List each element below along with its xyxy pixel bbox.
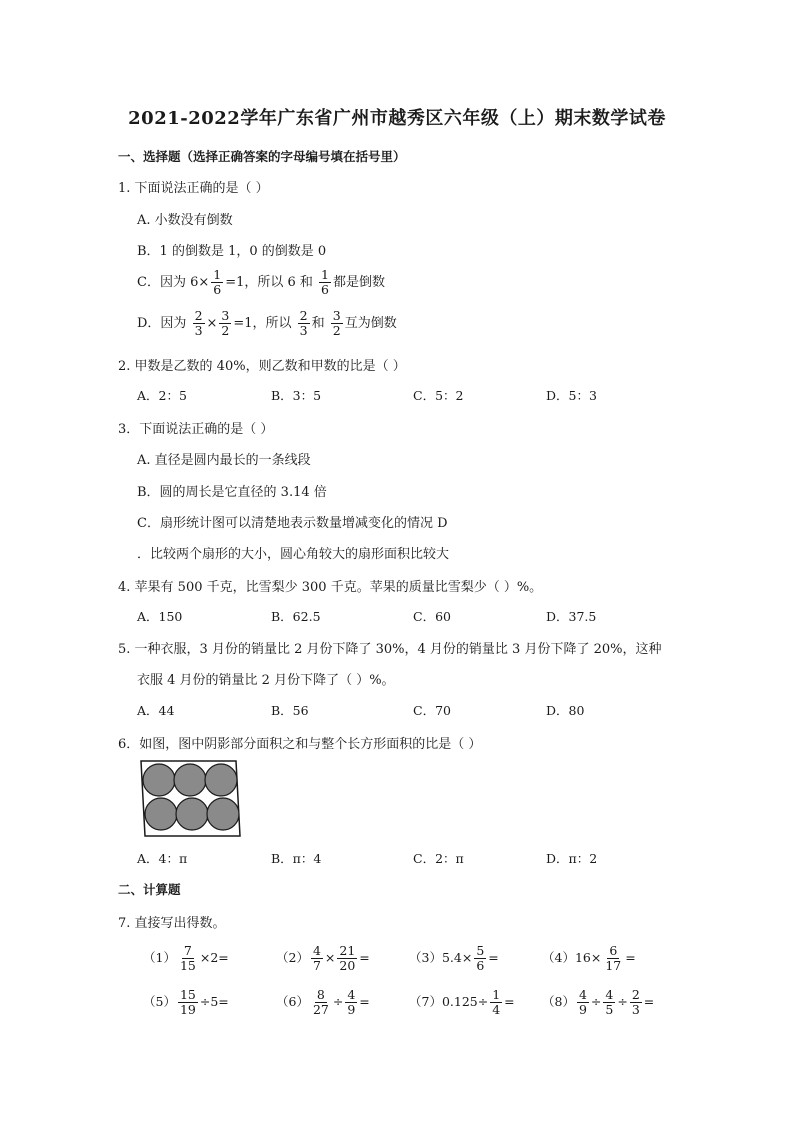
fraction: $\frac{1}{6}$ xyxy=(213,267,222,297)
fraction: $\frac{2}{3}$ xyxy=(631,987,640,1017)
fraction: $\frac{3}{2}$ xyxy=(332,308,341,338)
calc-item-7 xyxy=(409,988,515,1017)
question-1-option-a: A. 小数没有倒数 xyxy=(137,213,233,228)
question-5-options xyxy=(137,701,677,719)
question-3-option-d: ．比较两个扇形的大小，圆心角较大的扇形面积比较大 xyxy=(137,547,450,562)
calc-item-label: （7） xyxy=(409,994,442,1009)
option-b: B．56 xyxy=(271,703,309,718)
question-3-option-a: A. 直径是圆内最长的一条线段 xyxy=(137,453,311,468)
option-a: A．2：5 xyxy=(137,388,187,403)
question-3-option-b: B．圆的周长是它直径的 3.14 倍 xyxy=(137,485,327,500)
fraction: $\frac{4}{7}$ xyxy=(312,943,321,973)
shaded-circle xyxy=(143,764,175,796)
shaded-circle xyxy=(174,764,206,796)
calc-text: = xyxy=(625,950,636,965)
option-b: B．3：5 xyxy=(271,388,322,403)
option-d: D．80 xyxy=(546,703,585,718)
calc-item-label: （1） xyxy=(143,950,176,965)
shaded-circle xyxy=(205,764,237,796)
fraction: $\frac{4}{5}$ xyxy=(605,987,614,1017)
fraction: $\frac{1}{6}$ xyxy=(321,267,329,297)
calc-item-label: （6） xyxy=(276,994,309,1009)
section-heading-choice: 一、选择题（选择正确答案的字母编号填在括号里） xyxy=(118,149,406,164)
calc-item-2 xyxy=(276,944,370,973)
page-title: 2021-2022学年广东省广州市越秀区六年级（上）期末数学试卷 xyxy=(128,108,666,129)
option-c: C．60 xyxy=(413,609,451,624)
calc-text: 16× xyxy=(574,950,602,965)
question-6-options xyxy=(137,849,677,867)
fraction: $\frac{4}{9}$ xyxy=(578,987,587,1017)
calc-item-label: （2） xyxy=(276,950,309,965)
calc-item-4 xyxy=(542,944,636,973)
calc-text: = xyxy=(488,950,499,965)
fraction: $\frac{4}{9}$ xyxy=(347,987,356,1017)
option-d: D．π：2 xyxy=(546,851,598,866)
calc-item-8 xyxy=(542,988,654,1017)
calc-text: ÷ xyxy=(590,994,602,1009)
option-c: C．2：π xyxy=(413,851,464,866)
option-a: A．150 xyxy=(137,609,183,624)
calc-item-label: （5） xyxy=(143,994,176,1009)
question-3-stem: 3．下面说法正确的是（ ） xyxy=(118,422,274,437)
question-5-stem-line1: 5. 一种衣服，3 月份的销量比 2 月份下降了 30%，4 月份的销量比 3 月份下降了 20%，这种 xyxy=(118,642,662,657)
question-1-stem: 1. 下面说法正确的是（ ） xyxy=(118,181,269,196)
option-d: D．37.5 xyxy=(546,609,597,624)
calc-text: = xyxy=(359,950,370,965)
shaded-circles-figure xyxy=(136,756,246,842)
option-a: A．4：π xyxy=(137,851,188,866)
calc-text: × xyxy=(324,950,336,965)
calc-text: = xyxy=(359,994,370,1009)
question-7-stem: 7. 直接写出得数。 xyxy=(118,916,226,931)
calc-item-5 xyxy=(143,988,229,1017)
question-2-options xyxy=(137,386,677,404)
calc-item-label: （4） xyxy=(542,950,575,965)
calc-text: ×2= xyxy=(199,950,229,965)
question-6-stem: 6．如图，图中阴影部分面积之和与整个长方形面积的比是（ ） xyxy=(118,737,482,752)
calc-text: = xyxy=(643,994,655,1009)
shaded-circle xyxy=(145,798,177,830)
shaded-circle xyxy=(176,798,208,830)
fraction: $\frac{8}{27}$ xyxy=(312,987,329,1017)
circle-group xyxy=(143,764,239,830)
fraction: $\frac{21}{20}$ xyxy=(339,943,356,973)
fraction: $\frac{2}{3}$ xyxy=(194,308,203,338)
fraction: $\frac{1}{4}$ xyxy=(492,987,501,1017)
question-1-option-b: B．1 的倒数是 1，0 的倒数是 0 xyxy=(137,244,327,259)
calc-item-3 xyxy=(409,944,499,973)
option-b: B．62.5 xyxy=(271,609,321,624)
calc-item-label: （8） xyxy=(542,994,575,1009)
question-5-stem-line2: 衣服 4 月份的销量比 2 月份下降了（ ）%。 xyxy=(137,673,395,688)
question-4-stem: 4. 苹果有 500 千克，比雪梨少 300 千克。苹果的质量比雪梨少（ ）%。 xyxy=(118,580,543,595)
section-heading-calculation: 二、计算题 xyxy=(118,882,181,897)
calc-text: ÷5= xyxy=(199,994,229,1009)
calc-text: ÷ xyxy=(332,994,344,1009)
fraction: $\frac{15}{19}$ xyxy=(179,987,196,1017)
option-a: A．44 xyxy=(137,703,175,718)
question-4-options xyxy=(137,607,677,625)
calc-text: ÷ xyxy=(617,994,628,1009)
fraction: $\frac{3}{2}$ xyxy=(221,308,230,338)
calc-item-label: （3） xyxy=(409,950,442,965)
option-c: C．5：2 xyxy=(413,388,464,403)
fraction: $\frac{6}{17}$ xyxy=(605,943,622,973)
calc-item-6 xyxy=(276,988,370,1017)
calc-text: 0.125÷ xyxy=(441,994,489,1009)
question-1-option-d: D．因为 $\frac{2}{3}$ × $\frac{3}{2}$ =1，所以 $\frac{2}{3}$ 和 $\frac{3}{2}$ 互为倒数 xyxy=(137,308,397,338)
fraction: $\frac{2}{3}$ xyxy=(299,308,308,338)
calc-text: 5.4× xyxy=(441,950,473,965)
option-b: B．π：4 xyxy=(271,851,322,866)
option-c: C．70 xyxy=(413,703,451,718)
option-d: D．5：3 xyxy=(546,388,597,403)
question-1-option-c: C．因为 6× $\frac{1}{6}$ =1，所以 6 和 $\frac{1}{6}$ 都是倒数 xyxy=(137,267,386,297)
fraction: $\frac{7}{15}$ xyxy=(179,943,196,973)
shaded-circle xyxy=(207,798,239,830)
question-3-option-c: C．扇形统计图可以清楚地表示数量增减变化的情况 D xyxy=(137,516,448,531)
calc-item-1 xyxy=(143,944,229,973)
question-2-stem: 2. 甲数是乙数的 40%，则乙数和甲数的比是（ ） xyxy=(118,359,406,374)
calc-text: = xyxy=(504,994,515,1009)
fraction: $\frac{5}{6}$ xyxy=(476,943,485,973)
